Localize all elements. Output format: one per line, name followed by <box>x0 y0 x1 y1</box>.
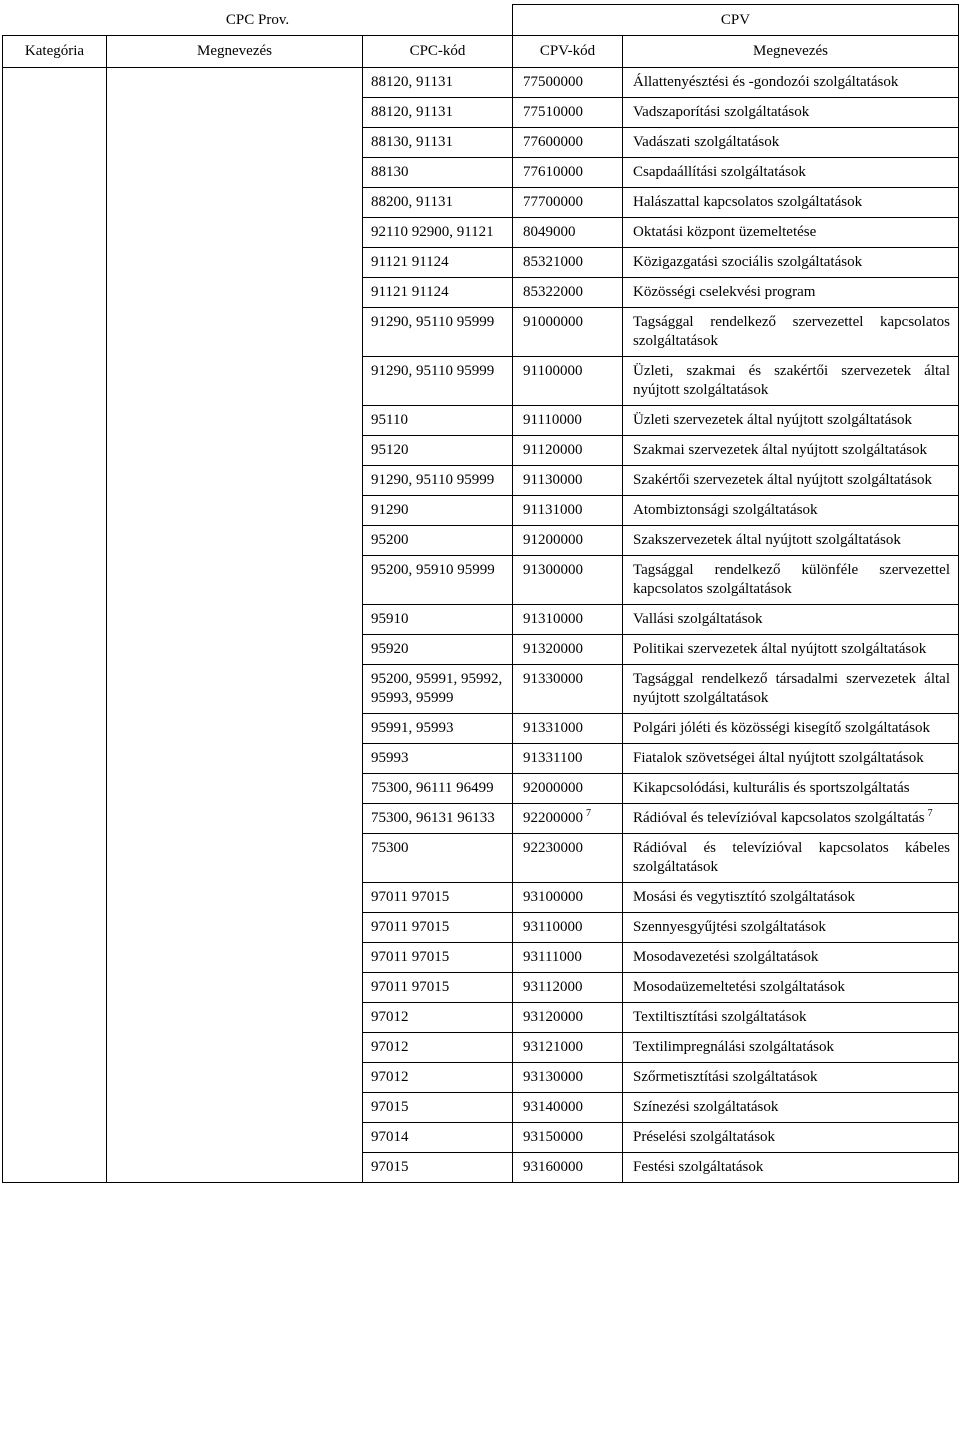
cpv-description-cell <box>623 1093 959 1123</box>
cpv-code-text: 93110000 <box>523 919 583 935</box>
cpv-code-cell <box>513 744 623 774</box>
cpv-code-cell <box>513 357 623 406</box>
cpv-description-cell <box>623 744 959 774</box>
cpv-description-cell <box>623 68 959 98</box>
kategoria-cell <box>3 68 107 1183</box>
cpv-code-text: 93120000 <box>523 1009 583 1025</box>
cpv-description-text: Közösségi cselekvési program <box>633 284 816 300</box>
cpv-code-text: 8049000 <box>523 224 576 240</box>
cpv-description-cell <box>623 466 959 496</box>
cpv-code-text: 85321000 <box>523 254 583 270</box>
cpv-code-text: 93160000 <box>523 1159 583 1175</box>
cpv-description-text: Állattenyésztési és -gondozói szolgáltatások <box>633 74 899 90</box>
cpv-code-text: 77610000 <box>523 164 583 180</box>
cpv-description-cell <box>623 158 959 188</box>
column-header-cpc-kod: CPC-kód <box>363 36 513 68</box>
cpv-code-cell <box>513 804 623 834</box>
cpv-code-text: 92230000 <box>523 840 583 856</box>
cpv-description-cell <box>623 635 959 665</box>
cpc-code-cell: 88120, 91131 <box>363 68 513 98</box>
cpv-description-text: Közigazgatási szociális szolgáltatások <box>633 254 863 270</box>
cpv-code-text: 93100000 <box>523 889 583 905</box>
cpv-code-cell <box>513 973 623 1003</box>
cpc-cpv-table <box>2 4 959 1183</box>
cpv-description-cell <box>623 278 959 308</box>
cpv-code-text: 93140000 <box>523 1099 583 1115</box>
cpc-code-cell: 97011 97015 <box>363 883 513 913</box>
cpv-code-cell <box>513 98 623 128</box>
cpv-description-text: Szőrmetisztítási szolgáltatások <box>633 1069 818 1085</box>
column-header-kategoria: Kategória <box>3 36 107 68</box>
cpv-description-text: Atombiztonsági szolgáltatások <box>633 502 818 518</box>
footnote-marker: 7 <box>586 808 591 819</box>
cpv-code-text: 91331000 <box>523 720 583 736</box>
cpc-code-cell: 88120, 91131 <box>363 98 513 128</box>
cpv-code-cell <box>513 188 623 218</box>
cpc-code-cell: 75300, 96111 96499 <box>363 774 513 804</box>
header-column-row <box>3 36 959 68</box>
cpv-code-cell <box>513 1033 623 1063</box>
cpv-description-text: Tagsággal rendelkező különféle szervezettel kapcsolatos szolgáltatások <box>633 562 950 597</box>
cpv-code-text: 91130000 <box>523 472 583 488</box>
cpv-description-cell <box>623 1123 959 1153</box>
cpv-code-text: 93111000 <box>523 949 582 965</box>
cpc-code-cell: 95110 <box>363 406 513 436</box>
cpc-code-cell: 95991, 95993 <box>363 714 513 744</box>
cpv-code-cell <box>513 436 623 466</box>
cpc-code-cell: 95993 <box>363 744 513 774</box>
cpv-code-cell <box>513 406 623 436</box>
cpv-description-cell <box>623 496 959 526</box>
cpc-code-cell: 97011 97015 <box>363 913 513 943</box>
cpv-code-cell <box>513 68 623 98</box>
cpv-code-cell <box>513 635 623 665</box>
cpv-code-text: 91331100 <box>523 750 583 766</box>
cpv-code-cell <box>513 218 623 248</box>
cpv-description-cell <box>623 714 959 744</box>
cpc-code-cell: 97015 <box>363 1093 513 1123</box>
cpv-code-text: 91000000 <box>523 314 583 330</box>
cpv-description-text: Szennyesgyűjtési szolgáltatások <box>633 919 826 935</box>
cpv-description-cell <box>623 308 959 357</box>
cpc-megnevezes-cell <box>107 68 363 1183</box>
cpv-code-text: 93150000 <box>523 1129 583 1145</box>
cpv-code-text: 77510000 <box>523 104 583 120</box>
cpv-code-text: 91320000 <box>523 641 583 657</box>
cpv-description-cell <box>623 1063 959 1093</box>
cpv-code-text: 93121000 <box>523 1039 583 1055</box>
cpv-description-text: Üzleti, szakmai és szakértői szervezetek által nyújtott szolgáltatások <box>633 363 950 398</box>
cpv-description-text: Szakértői szervezetek által nyújtott szolgáltatások <box>633 472 933 488</box>
cpv-description-cell <box>623 248 959 278</box>
cpv-description-text: Oktatási központ üzemeltetése <box>633 224 817 240</box>
cpv-description-text: Fiatalok szövetségei által nyújtott szolgáltatások <box>633 750 924 766</box>
cpv-description-text: Üzleti szervezetek által nyújtott szolgáltatások <box>633 412 913 428</box>
cpv-description-text: Vallási szolgáltatások <box>633 611 763 627</box>
column-header-megnevezes-cpc: Megnevezés <box>107 36 363 68</box>
cpv-code-cell <box>513 883 623 913</box>
cpv-description-text: Kikapcsolódási, kulturális és sportszolgáltatás <box>633 780 910 796</box>
cpv-description-cell <box>623 218 959 248</box>
cpc-code-cell: 88130, 91131 <box>363 128 513 158</box>
cpv-code-cell <box>513 834 623 883</box>
cpv-description-cell <box>623 357 959 406</box>
cpv-description-cell <box>623 526 959 556</box>
cpv-description-text: Vadászati szolgáltatások <box>633 134 780 150</box>
cpc-code-cell: 95200, 95991, 95992, 95993, 95999 <box>363 665 513 714</box>
cpv-description-cell <box>623 556 959 605</box>
cpv-description-cell <box>623 943 959 973</box>
cpv-description-cell <box>623 973 959 1003</box>
cpv-code-cell <box>513 1093 623 1123</box>
cpv-description-text: Csapdaállítási szolgáltatások <box>633 164 806 180</box>
cpc-code-cell: 88130 <box>363 158 513 188</box>
cpv-code-text: 92000000 <box>523 780 583 796</box>
cpc-code-cell: 97011 97015 <box>363 943 513 973</box>
cpv-code-cell <box>513 496 623 526</box>
cpv-description-cell <box>623 98 959 128</box>
cpc-code-cell: 95200 <box>363 526 513 556</box>
cpv-description-cell <box>623 128 959 158</box>
cpv-description-cell <box>623 436 959 466</box>
cpv-description-cell <box>623 665 959 714</box>
cpv-code-text: 91100000 <box>523 363 583 379</box>
cpc-code-cell: 91290, 95110 95999 <box>363 308 513 357</box>
cpv-code-cell <box>513 665 623 714</box>
cpv-description-cell <box>623 834 959 883</box>
cpv-description-cell <box>623 913 959 943</box>
header-group-row <box>3 5 959 36</box>
cpv-code-text: 91131000 <box>523 502 583 518</box>
cpc-code-cell: 97014 <box>363 1123 513 1153</box>
cpc-code-cell: 95920 <box>363 635 513 665</box>
cpv-code-cell <box>513 158 623 188</box>
footnote-marker: 7 <box>927 808 933 819</box>
cpv-description-text: Tagsággal rendelkező társadalmi szervezetek által nyújtott szolgáltatások <box>633 671 950 706</box>
cpv-code-cell <box>513 1063 623 1093</box>
cpv-code-cell <box>513 466 623 496</box>
cpv-description-text: Színezési szolgáltatások <box>633 1099 779 1115</box>
cpc-prov-group-header: CPC Prov. <box>3 5 513 36</box>
cpv-code-cell <box>513 278 623 308</box>
cpv-description-text: Halászattal kapcsolatos szolgáltatások <box>633 194 863 210</box>
cpv-description-cell <box>623 804 959 834</box>
cpv-code-cell <box>513 913 623 943</box>
cpv-code-text: 77600000 <box>523 134 583 150</box>
cpv-description-text: Textiltisztítási szolgáltatások <box>633 1009 807 1025</box>
cpv-code-text: 92200000 <box>523 810 583 826</box>
column-header-cpv-kod: CPV-kód <box>513 36 623 68</box>
cpv-description-cell <box>623 188 959 218</box>
cpv-code-text: 93112000 <box>523 979 583 995</box>
cpv-description-text: Vadszaporítási szolgáltatások <box>633 104 810 120</box>
cpc-code-cell: 92110 92900, 91121 <box>363 218 513 248</box>
cpv-code-cell <box>513 774 623 804</box>
cpv-code-text: 91120000 <box>523 442 583 458</box>
cpv-code-cell <box>513 943 623 973</box>
cpv-description-text: Mosodaüzemeltetési szolgáltatások <box>633 979 846 995</box>
cpc-code-cell: 88200, 91131 <box>363 188 513 218</box>
cpv-code-text: 91330000 <box>523 671 583 687</box>
cpc-code-cell: 97015 <box>363 1153 513 1183</box>
cpv-description-text: Mosodavezetési szolgáltatások <box>633 949 819 965</box>
cpv-description-text: Textilimpregnálási szolgáltatások <box>633 1039 834 1055</box>
cpv-description-cell <box>623 774 959 804</box>
cpc-code-cell: 95200, 95910 95999 <box>363 556 513 605</box>
cpv-description-text: Politikai szervezetek által nyújtott szolgáltatások <box>633 641 927 657</box>
cpv-code-cell <box>513 556 623 605</box>
cpv-description-text: Tagsággal rendelkező szervezettel kapcsolatos szolgáltatások <box>633 314 950 349</box>
cpv-description-text: Rádióval és televízióval kapcsolatos szolgáltatás <box>633 810 925 826</box>
cpv-description-text: Szakmai szervezetek által nyújtott szolgáltatások <box>633 442 928 458</box>
cpv-code-text: 91300000 <box>523 562 583 578</box>
cpc-code-cell: 91290, 95110 95999 <box>363 466 513 496</box>
cpv-code-cell <box>513 605 623 635</box>
cpv-code-cell <box>513 248 623 278</box>
cpv-description-text: Szakszervezetek által nyújtott szolgáltatások <box>633 532 901 548</box>
cpv-description-text: Polgári jóléti és közösségi kisegítő szolgáltatások <box>633 720 931 736</box>
cpc-code-cell: 75300 <box>363 834 513 883</box>
cpv-code-text: 91200000 <box>523 532 583 548</box>
table-header <box>3 5 959 68</box>
cpv-description-cell <box>623 605 959 635</box>
cpc-code-cell: 95910 <box>363 605 513 635</box>
cpv-description-cell <box>623 1003 959 1033</box>
cpc-code-cell: 97011 97015 <box>363 973 513 1003</box>
cpv-code-cell <box>513 308 623 357</box>
cpv-description-text: Rádióval és televízióval kapcsolatos kábeles szolgáltatások <box>633 840 950 875</box>
cpv-code-text: 93130000 <box>523 1069 583 1085</box>
cpv-code-cell <box>513 1123 623 1153</box>
cpv-description-cell <box>623 883 959 913</box>
table-body <box>3 68 959 1183</box>
cpv-description-text: Festési szolgáltatások <box>633 1159 764 1175</box>
cpc-code-cell: 75300, 96131 96133 <box>363 804 513 834</box>
cpc-code-cell: 97012 <box>363 1033 513 1063</box>
cpv-description-text: Préselési szolgáltatások <box>633 1129 776 1145</box>
column-header-megnevezes-cpv: Megnevezés <box>623 36 959 68</box>
cpv-code-cell <box>513 128 623 158</box>
cpc-code-cell: 91121 91124 <box>363 278 513 308</box>
cpv-description-cell <box>623 1033 959 1063</box>
cpc-code-cell: 95120 <box>363 436 513 466</box>
cpv-code-cell <box>513 714 623 744</box>
cpc-code-cell: 91290, 95110 95999 <box>363 357 513 406</box>
cpv-code-text: 91110000 <box>523 412 582 428</box>
cpv-code-text: 85322000 <box>523 284 583 300</box>
cpv-code-cell <box>513 1003 623 1033</box>
cpv-code-text: 91310000 <box>523 611 583 627</box>
cpc-code-cell: 97012 <box>363 1003 513 1033</box>
table-row <box>3 68 959 98</box>
cpv-code-text: 77700000 <box>523 194 583 210</box>
cpv-description-cell <box>623 406 959 436</box>
cpv-code-cell <box>513 526 623 556</box>
cpc-code-cell: 91290 <box>363 496 513 526</box>
cpc-code-cell: 91121 91124 <box>363 248 513 278</box>
cpc-code-cell: 97012 <box>363 1063 513 1093</box>
cpv-code-cell <box>513 1153 623 1183</box>
cpv-description-cell <box>623 1153 959 1183</box>
cpv-code-text: 77500000 <box>523 74 583 90</box>
cpv-description-text: Mosási és vegytisztító szolgáltatások <box>633 889 856 905</box>
cpv-group-header: CPV <box>513 5 959 36</box>
